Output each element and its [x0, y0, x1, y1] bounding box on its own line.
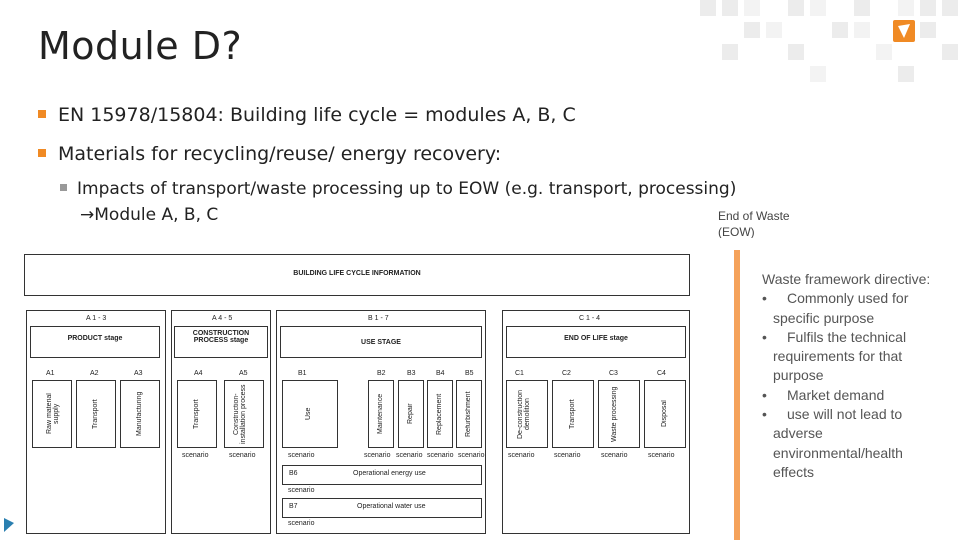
scenario-label: scenario — [288, 487, 315, 494]
bullet-square-icon — [38, 110, 46, 118]
panel-list-item — [762, 328, 937, 386]
module-name: Transport — [569, 399, 576, 429]
module-code: B1 — [298, 370, 307, 377]
module-cell — [598, 380, 640, 448]
group-range: A 4 - 5 — [212, 315, 233, 322]
group-label-box — [506, 326, 686, 358]
scenario-label: scenario — [648, 452, 675, 459]
module-label: Operational water use — [357, 503, 426, 510]
decorative-square — [722, 0, 738, 16]
group-label-box — [30, 326, 160, 358]
group-label: END OF LIFE stage — [564, 335, 628, 342]
scenario-label: scenario — [229, 452, 256, 459]
panel-item-text: use will not lead to adverse environmental/health effects — [773, 406, 903, 480]
bullet-dot-icon: • — [762, 386, 767, 403]
bullet-item — [38, 104, 576, 126]
module-name: Use — [305, 407, 312, 421]
module-cell — [120, 380, 160, 448]
sub-bullet-line1: Impacts of transport/waste processing up to EOW (e.g. transport, processing) — [77, 179, 737, 199]
diagram-header: BUILDING LIFE CYCLE INFORMATION — [293, 270, 421, 277]
module-code: B7 — [289, 503, 298, 510]
sub-bullet-square-icon — [60, 184, 67, 191]
group-label-box — [174, 326, 268, 358]
decorative-square — [744, 22, 760, 38]
group-label: PRODUCT stage — [67, 335, 123, 342]
module-name: Manufacturing — [136, 391, 143, 437]
module-cell — [398, 380, 424, 448]
group-label-box — [280, 326, 482, 358]
panel-item-text: Fulfils the technical requirements for that purpose — [773, 328, 907, 384]
bullet-dot-icon: • — [762, 328, 767, 345]
group-range: B 1 - 7 — [368, 315, 389, 322]
module-code: C2 — [562, 370, 571, 377]
decorative-square — [920, 22, 936, 38]
module-code: B2 — [377, 370, 386, 377]
scenario-label: scenario — [458, 452, 485, 459]
bullet-dot-icon: • — [762, 406, 767, 423]
scenario-label: scenario — [288, 452, 315, 459]
scenario-label: scenario — [554, 452, 581, 459]
accent-bar — [734, 250, 740, 540]
decorative-square — [810, 0, 826, 16]
module-cell — [644, 380, 686, 448]
decorative-square — [942, 44, 958, 60]
module-cell — [177, 380, 217, 448]
scenario-label: scenario — [396, 452, 423, 459]
module-name: Replacement — [436, 393, 443, 435]
module-code: C3 — [609, 370, 618, 377]
module-name: Maintenance — [377, 393, 384, 435]
group-label: CONSTRUCTION PROCESS stage — [192, 330, 250, 344]
module-cell — [282, 380, 338, 448]
module-cell — [552, 380, 594, 448]
module-code: A3 — [134, 370, 143, 377]
module-code: B4 — [436, 370, 445, 377]
scenario-label: scenario — [182, 452, 209, 459]
module-cell — [76, 380, 116, 448]
eow-label: End of Waste (EOW) — [718, 209, 790, 238]
bullet-square-icon — [38, 149, 46, 157]
module-code: C4 — [657, 370, 666, 377]
page-title: Module D? — [38, 24, 243, 68]
bullet-item — [38, 143, 501, 165]
life-cycle-diagram — [24, 254, 692, 532]
scenario-label: scenario — [427, 452, 454, 459]
diagram-header-box — [24, 254, 690, 296]
bullet-text: Materials for recycling/reuse/ energy recovery: — [58, 143, 502, 165]
decorative-square — [832, 22, 848, 38]
decorative-square — [920, 0, 936, 16]
panel-item-text: Commonly used for specific purpose — [773, 290, 909, 326]
decorative-square — [898, 66, 914, 82]
module-code: B6 — [289, 470, 298, 477]
module-name: Transport — [92, 399, 99, 429]
decorative-square — [854, 22, 870, 38]
module-code: C1 — [515, 370, 524, 377]
module-name: Construction-installation process — [233, 384, 247, 444]
module-name: Repair — [407, 403, 414, 425]
decorative-square — [788, 0, 804, 16]
b7-row — [282, 498, 482, 518]
module-cell — [368, 380, 394, 448]
scenario-label: scenario — [364, 452, 391, 459]
module-code: A5 — [239, 370, 248, 377]
scenario-label: scenario — [508, 452, 535, 459]
module-code: A1 — [46, 370, 55, 377]
decorative-square — [942, 0, 958, 16]
decorative-square — [700, 0, 716, 16]
panel-list-item — [762, 405, 937, 482]
waste-framework-panel — [762, 270, 937, 482]
module-code: B5 — [465, 370, 474, 377]
panel-item-text: Market demand — [787, 386, 885, 403]
decorative-square — [854, 0, 870, 16]
module-name: Raw material supply — [46, 393, 60, 435]
bullet-text: EN 15978/15804: Building life cycle = modules A, B, C — [58, 104, 576, 126]
module-code: A4 — [194, 370, 203, 377]
module-name: De-construction demolition — [517, 389, 531, 439]
module-cell — [506, 380, 548, 448]
b6-row — [282, 465, 482, 485]
panel-list-item — [762, 386, 937, 405]
module-name: Refurbishment — [465, 391, 472, 437]
module-name: Waste processing — [611, 386, 618, 442]
decorative-square — [876, 44, 892, 60]
group-label: USE STAGE — [361, 339, 401, 346]
decorative-square — [744, 0, 760, 16]
group-range: A 1 - 3 — [86, 315, 107, 322]
module-cell — [456, 380, 482, 448]
module-label: Operational energy use — [353, 470, 426, 477]
module-name: Transport — [193, 399, 200, 429]
module-code: B3 — [407, 370, 416, 377]
sub-bullet-line2: →Module A, B, C — [80, 205, 219, 225]
sub-bullet-item — [60, 176, 736, 228]
scenario-label: scenario — [288, 520, 315, 527]
decorative-square — [898, 0, 914, 16]
module-cell — [427, 380, 453, 448]
decorative-square — [810, 66, 826, 82]
brand-logo-icon — [893, 20, 915, 42]
module-name: Disposal — [661, 400, 668, 428]
scenario-label: scenario — [601, 452, 628, 459]
module-cell — [224, 380, 264, 448]
module-code: A2 — [90, 370, 99, 377]
decorative-square — [722, 44, 738, 60]
module-cell — [32, 380, 72, 448]
bullet-dot-icon: • — [762, 290, 767, 307]
decorative-square — [766, 22, 782, 38]
panel-list-item — [762, 289, 937, 328]
group-range: C 1 - 4 — [579, 315, 601, 322]
corner-logo-icon — [4, 512, 16, 534]
decorative-square — [788, 44, 804, 60]
panel-heading: Waste framework directive: — [762, 271, 931, 287]
